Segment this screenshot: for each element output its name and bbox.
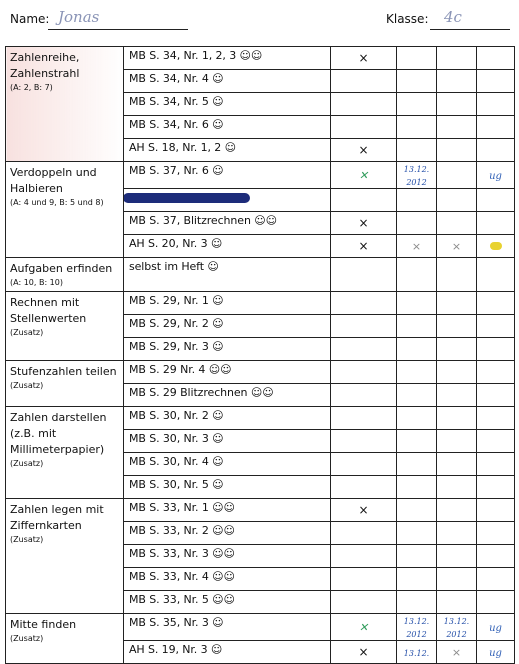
check-cell (477, 47, 515, 70)
check-cell (331, 476, 397, 499)
check-cell (437, 591, 477, 614)
check-mark: 13.12. 2012 (443, 617, 470, 639)
check-cell (331, 93, 397, 116)
check-cell (397, 430, 437, 453)
task-cell: MB S. 30, Nr. 2 ☺ (124, 407, 331, 430)
check-cell (437, 70, 477, 93)
task-row (6, 407, 515, 430)
task-cell: MB S. 34, Nr. 5 ☺ (124, 93, 331, 116)
check-mark: 13.12. 2012 (403, 165, 430, 187)
check-cell (397, 476, 437, 499)
topic-title: Zahlen darstellen (z.B. mit Millimeterpapier) (10, 411, 107, 456)
check-cell (397, 499, 437, 522)
check-cell (397, 384, 437, 407)
check-cell (437, 212, 477, 235)
topic-title: Zahlen legen mit Ziffernkarten (10, 503, 104, 532)
check-cell (437, 641, 477, 664)
check-mark: × (358, 143, 369, 157)
check-cell (437, 315, 477, 338)
check-cell (397, 522, 437, 545)
check-cell (397, 568, 437, 591)
task-cell: MB S. 33, Nr. 2 ☺☺ (124, 522, 331, 545)
class-line (430, 29, 510, 30)
check-cell (437, 116, 477, 139)
worksheet-header (0, 8, 519, 36)
check-cell (477, 361, 515, 384)
topic-note: (Zusatz) (10, 381, 44, 390)
check-cell (437, 361, 477, 384)
check-cell (331, 338, 397, 361)
task-cell: MB S. 33, Nr. 4 ☺☺ (124, 568, 331, 591)
check-cell (437, 384, 477, 407)
task-cell: MB S. 33, Nr. 3 ☺☺ (124, 545, 331, 568)
check-cell (437, 476, 477, 499)
topic-title: Verdoppeln und Halbieren (10, 166, 97, 195)
check-cell (437, 568, 477, 591)
check-cell (331, 292, 397, 315)
topic-cell (6, 361, 124, 407)
task-cell: MB S. 34, Nr. 1, 2, 3 ☺☺ (124, 47, 331, 70)
check-cell (477, 641, 515, 664)
check-cell (477, 453, 515, 476)
check-cell (397, 235, 437, 258)
task-cell: MB S. 37, Nr. 6 ☺ (124, 162, 331, 189)
check-mark: × (411, 239, 422, 253)
check-cell (397, 292, 437, 315)
redacted-entry (124, 193, 251, 203)
check-cell (437, 292, 477, 315)
check-cell (437, 338, 477, 361)
task-row (6, 47, 515, 70)
check-cell (397, 139, 437, 162)
task-row (6, 162, 515, 189)
check-cell (477, 384, 515, 407)
name-label: Name: (10, 12, 50, 26)
check-mark: × (358, 51, 369, 65)
check-cell (331, 258, 397, 292)
check-cell (437, 235, 477, 258)
check-cell (397, 189, 437, 212)
check-mark: ug (489, 170, 502, 182)
check-cell (437, 189, 477, 212)
check-cell (331, 641, 397, 664)
task-cell (124, 189, 331, 212)
check-cell (437, 614, 477, 641)
check-cell (331, 384, 397, 407)
check-cell (331, 189, 397, 212)
task-row (6, 361, 515, 384)
name-value: Jonas (58, 8, 100, 26)
topic-title: Aufgaben erfinden (10, 262, 113, 275)
task-cell: selbst im Heft ☺ (124, 258, 331, 292)
check-mark: × (451, 645, 462, 659)
check-cell (437, 258, 477, 292)
check-cell (397, 70, 437, 93)
task-row (6, 499, 515, 522)
check-cell (437, 47, 477, 70)
check-cell (477, 162, 515, 189)
task-cell: MB S. 33, Nr. 5 ☺☺ (124, 591, 331, 614)
check-cell (331, 315, 397, 338)
task-table (5, 46, 515, 664)
check-cell (397, 212, 437, 235)
task-cell: MB S. 29 Blitzrechnen ☺☺ (124, 384, 331, 407)
check-cell (477, 568, 515, 591)
topic-note: (Zusatz) (10, 459, 44, 468)
task-cell: MB S. 30, Nr. 3 ☺ (124, 430, 331, 453)
topic-title: Stufenzahlen teilen (10, 365, 117, 378)
check-cell (397, 47, 437, 70)
check-cell (477, 522, 515, 545)
check-cell (331, 139, 397, 162)
check-mark: ug (489, 647, 502, 659)
task-row (6, 292, 515, 315)
topic-cell (6, 162, 124, 258)
check-cell (477, 430, 515, 453)
task-cell: MB S. 29, Nr. 1 ☺ (124, 292, 331, 315)
topic-cell (6, 407, 124, 499)
check-mark: × (451, 239, 462, 253)
check-cell (397, 641, 437, 664)
check-mark: × (358, 503, 369, 517)
check-mark: ✕ (358, 620, 369, 634)
topic-title: Zahlenreihe, Zahlenstrahl (10, 51, 80, 80)
task-cell: MB S. 34, Nr. 4 ☺ (124, 70, 331, 93)
check-cell (437, 139, 477, 162)
check-cell (397, 315, 437, 338)
check-cell (477, 545, 515, 568)
task-cell: MB S. 29, Nr. 2 ☺ (124, 315, 331, 338)
task-cell: AH S. 19, Nr. 3 ☺ (124, 641, 331, 664)
check-mark: ✕ (358, 168, 369, 182)
topic-title: Mitte finden (10, 618, 77, 631)
check-cell (437, 407, 477, 430)
topic-title: Rechnen mit Stellenwerten (10, 296, 87, 325)
check-cell (437, 93, 477, 116)
check-cell (437, 430, 477, 453)
check-mark: × (358, 645, 369, 659)
check-cell (477, 258, 515, 292)
check-cell (331, 430, 397, 453)
topic-note: (A: 10, B: 10) (10, 278, 63, 287)
check-cell (477, 292, 515, 315)
name-line (48, 29, 188, 30)
topic-cell (6, 292, 124, 361)
check-cell (477, 476, 515, 499)
task-cell: AH S. 20, Nr. 3 ☺ (124, 235, 331, 258)
topic-note: (Zusatz) (10, 634, 44, 643)
check-cell (437, 453, 477, 476)
check-cell (397, 93, 437, 116)
check-cell (397, 407, 437, 430)
check-cell (331, 614, 397, 641)
check-mark: × (358, 216, 369, 230)
check-mark: × (358, 239, 369, 253)
task-cell: MB S. 29 Nr. 4 ☺☺ (124, 361, 331, 384)
check-cell (331, 235, 397, 258)
check-cell (397, 338, 437, 361)
task-row (6, 614, 515, 641)
check-cell (477, 499, 515, 522)
task-cell: MB S. 33, Nr. 1 ☺☺ (124, 499, 331, 522)
check-mark: 13.12. 2012 (403, 617, 430, 639)
task-cell: MB S. 30, Nr. 5 ☺ (124, 476, 331, 499)
class-label: Klasse: (386, 12, 429, 26)
task-cell: MB S. 30, Nr. 4 ☺ (124, 453, 331, 476)
check-cell (437, 499, 477, 522)
check-cell (477, 338, 515, 361)
check-cell (477, 189, 515, 212)
topic-note: (Zusatz) (10, 328, 44, 337)
check-cell (477, 212, 515, 235)
check-cell (331, 116, 397, 139)
check-cell (437, 522, 477, 545)
check-cell (397, 591, 437, 614)
check-cell (397, 453, 437, 476)
check-cell (331, 522, 397, 545)
check-mark: ug (489, 622, 502, 634)
check-cell (331, 499, 397, 522)
check-cell (331, 162, 397, 189)
check-cell (397, 258, 437, 292)
check-cell (477, 407, 515, 430)
check-cell (397, 116, 437, 139)
check-cell (477, 139, 515, 162)
task-row (6, 258, 515, 292)
highlight-mark (490, 242, 502, 250)
check-cell (437, 162, 477, 189)
check-cell (331, 407, 397, 430)
task-cell: AH S. 18, Nr. 1, 2 ☺ (124, 139, 331, 162)
check-cell (477, 116, 515, 139)
check-cell (397, 545, 437, 568)
check-cell (331, 545, 397, 568)
check-cell (477, 70, 515, 93)
check-cell (437, 545, 477, 568)
check-cell (331, 591, 397, 614)
check-cell (477, 315, 515, 338)
task-cell: MB S. 29, Nr. 3 ☺ (124, 338, 331, 361)
topic-cell (6, 614, 124, 664)
task-cell: MB S. 34, Nr. 6 ☺ (124, 116, 331, 139)
check-cell (397, 614, 437, 641)
check-cell (477, 591, 515, 614)
check-cell (477, 614, 515, 641)
class-value: 4c (444, 8, 462, 26)
topic-note: (A: 2, B: 7) (10, 83, 53, 92)
check-cell (331, 361, 397, 384)
topic-cell (6, 47, 124, 162)
check-mark: 13.12. (403, 648, 430, 658)
check-cell (477, 235, 515, 258)
check-cell (331, 47, 397, 70)
topic-note: (Zusatz) (10, 535, 44, 544)
task-cell: MB S. 37, Blitzrechnen ☺☺ (124, 212, 331, 235)
topic-note: (A: 4 und 9, B: 5 und 8) (10, 198, 104, 207)
check-cell (331, 568, 397, 591)
check-cell (477, 93, 515, 116)
check-cell (397, 162, 437, 189)
task-cell: MB S. 35, Nr. 3 ☺ (124, 614, 331, 641)
topic-cell (6, 499, 124, 614)
check-cell (331, 70, 397, 93)
topic-cell (6, 258, 124, 292)
check-cell (397, 361, 437, 384)
check-cell (331, 212, 397, 235)
check-cell (331, 453, 397, 476)
